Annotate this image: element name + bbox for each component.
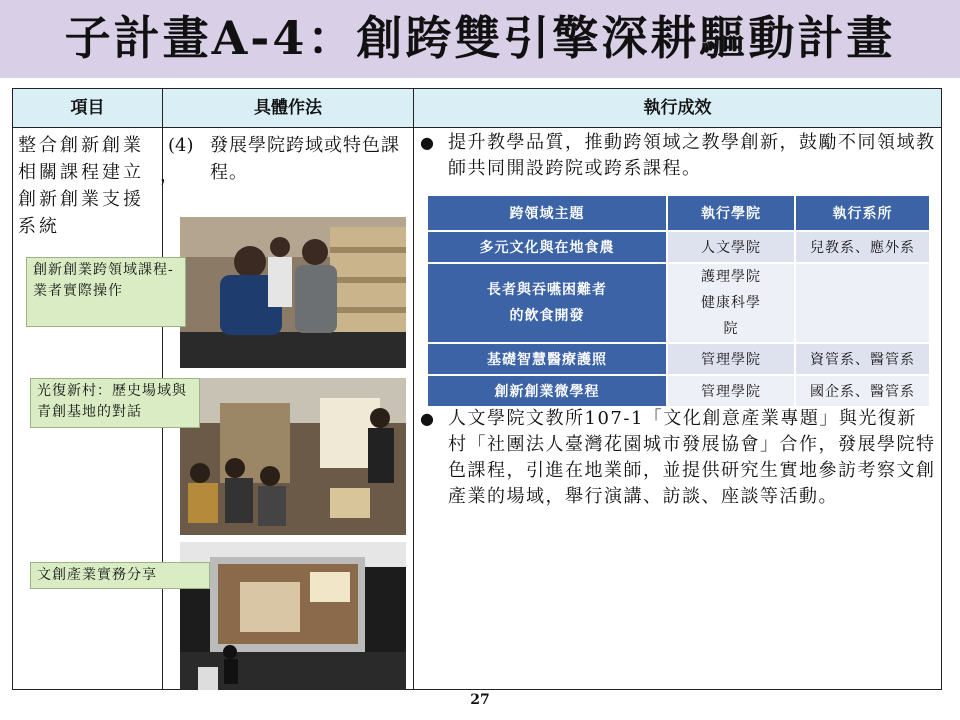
- header-result: 執行成效: [414, 89, 941, 127]
- topic-cell: 基礎智慧醫療護照: [427, 343, 667, 375]
- photo-label-3: 文創產業實務分享: [30, 562, 210, 589]
- topic-cell: 長者與吞嚥困難者的飲食開發: [427, 263, 667, 343]
- page-number: 27: [470, 692, 490, 708]
- photo-label-1: 創新創業跨領域課程-業者實際操作: [26, 257, 186, 327]
- photo-workshop: [180, 217, 406, 368]
- header-divider: [12, 127, 942, 128]
- header-practice: 具體作法: [163, 89, 413, 127]
- cross-domain-table: [426, 194, 931, 408]
- college-cell: 護理學院健康科學院: [667, 263, 795, 343]
- bullet-icon: ●: [420, 409, 434, 428]
- practice-text: 發展學院跨域或特色課程。: [210, 135, 400, 183]
- dept-cell: [795, 263, 930, 343]
- dept-cell: 資管系、醫管系: [795, 343, 930, 375]
- topic-cell: 多元文化與在地食農: [427, 231, 667, 263]
- practice-number: (4): [168, 135, 194, 156]
- inner-header-college: 執行學院: [667, 195, 795, 231]
- table-row: [427, 263, 930, 343]
- table-row: [427, 343, 930, 375]
- topic-cell: 創新創業微學程: [427, 375, 667, 407]
- dept-cell: 國企系、醫管系: [795, 375, 930, 407]
- stray-comma: ，: [160, 165, 178, 186]
- result-text-1: 提升教學品質，推動跨領域之教學創新，鼓勵不同領域教師共同開設跨院或跨系課程。: [448, 132, 936, 179]
- photo-village-talk: [180, 378, 406, 535]
- college-cell: 人文學院: [667, 231, 795, 263]
- college-cell: 管理學院: [667, 343, 795, 375]
- result-text-2: 人文學院文教所107-1「文化創意產業專題」與光復新村「社團法人臺灣花園城市發展協會」合作，發展學院特色課程，引進在地業師，並提供研究生實地參訪考察文創產業的場域，舉行演講、訪談、座談等活動。: [448, 408, 936, 507]
- inner-header-topic: 跨領域主題: [427, 195, 667, 231]
- photo-label-2: 光復新村：歷史場域與青創基地的對話: [30, 378, 200, 428]
- photo-industry-sharing: [180, 542, 406, 690]
- inner-header-dept: 執行系所: [795, 195, 930, 231]
- table-row: [427, 231, 930, 263]
- table-row: [427, 375, 930, 407]
- dept-cell: 兒教系、應外系: [795, 231, 930, 263]
- bullet-icon: ●: [420, 133, 434, 152]
- column-divider-2: [413, 88, 414, 690]
- header-item: 項目: [13, 89, 162, 127]
- slide-title: 子計畫A-4：創跨雙引擎深耕驅動計畫: [64, 11, 896, 65]
- college-cell: 管理學院: [667, 375, 795, 407]
- item-text: 整合創新創業相關課程建立創新創業支援系統: [18, 135, 144, 237]
